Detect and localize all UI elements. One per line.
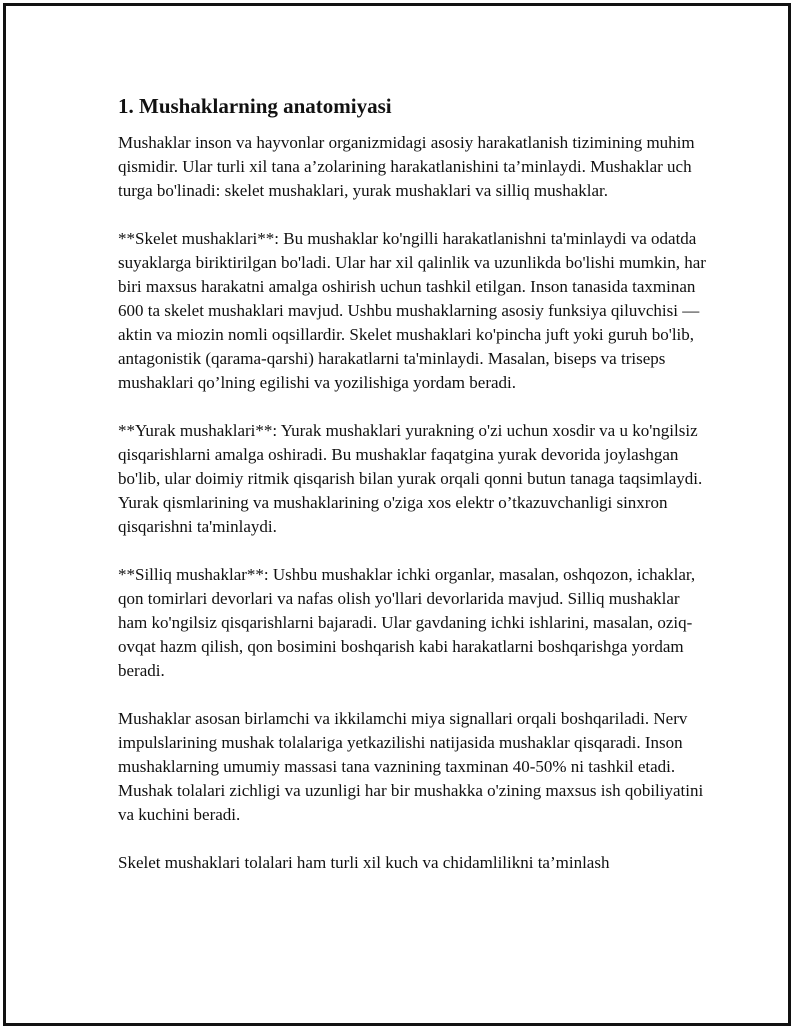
paragraph-fibers-continued: Skelet mushaklari tolalari ham turli xil kuch va chidamlilikni ta’minlash (118, 853, 610, 872)
paragraph-skeletal-muscles: **Skelet mushaklari**: Bu mushaklar ko'ngilli harakatlanishni ta'minlaydi va odatda suyaklarga biriktirilgan bo'ladi. Ular har xil qalinlik va uzunlikda bo'lishi mumkin, har biri maxsus harakatni amalga oshirish uchun tashkil etilgan. Inson tanasida taxminan 600 ta skelet mushaklari mavjud. Ushbu mushaklarning asosiy funksiya qiluvchisi — aktin va miozin nomli oqsillardir. Skelet mushaklari ko'pincha juft yoki guruh bo'lib, antagonistik (qarama-qarshi) harakatlarni ta'minlaydi. Masalan, biseps va triseps mushaklari qo’lning egilishi va yozilishiga yordam beradi. (118, 229, 706, 392)
section-heading: 1. Mushaklarning anatomiyasi (118, 94, 392, 118)
paragraph-cardiac-muscles: **Yurak mushaklari**: Yurak mushaklari yurakning o'zi uchun xosdir va u ko'ngilsiz qisqarishlarni amalga oshiradi. Bu mushaklar faqatgina yurak devorida joylashgan bo'lib, ular doimiy ritmik qisqarish bilan yurak orqali qonni butun tanaga taqsimlaydi. Yurak qismlarining va mushaklarining o'ziga xos elektr o’tkazuvchanligi sinxron qisqarishni ta'minlaydi. (118, 421, 703, 536)
paragraph-nerve-control: Mushaklar asosan birlamchi va ikkilamchi miya signallari orqali boshqariladi. Nerv impulslarining mushak tolalariga yetkazilishi natijasida mushaklar qisqaradi. Inson mushaklarning umumiy massasi tana vaznining taxminan 40-50% ni tashkil etadi. Mushak tolalari zichligi va uzunligi har bir mushakka o'zining maxsus ish qobiliyatini va kuchini beradi. (118, 709, 704, 824)
paragraph-intro: Mushaklar inson va hayvonlar organizmidagi asosiy harakatlanish tizimining muhim qismidir. Ular turli xil tana a’zolarining harakatlanishini ta’minlaydi. Mushaklar uch turga bo'linadi: skelet mushaklari, yurak mushaklari va silliq mushaklar. (118, 133, 695, 200)
paragraph-smooth-muscles: **Silliq mushaklar**: Ushbu mushaklar ichki organlar, masalan, oshqozon, ichaklar, qon tomirlari devorlari va nafas olish yo'llari devorlarida mavjud. Silliq mushaklar ham ko'ngilsiz qisqarishlarni bajaradi. Ular gavdaning ichki ishlarini, masalan, oziq-ovqat hazm qilish, qon bosimini boshqarish kabi harakatlarni boshqarishga yordam beradi. (118, 565, 696, 680)
document-body (118, 93, 708, 899)
